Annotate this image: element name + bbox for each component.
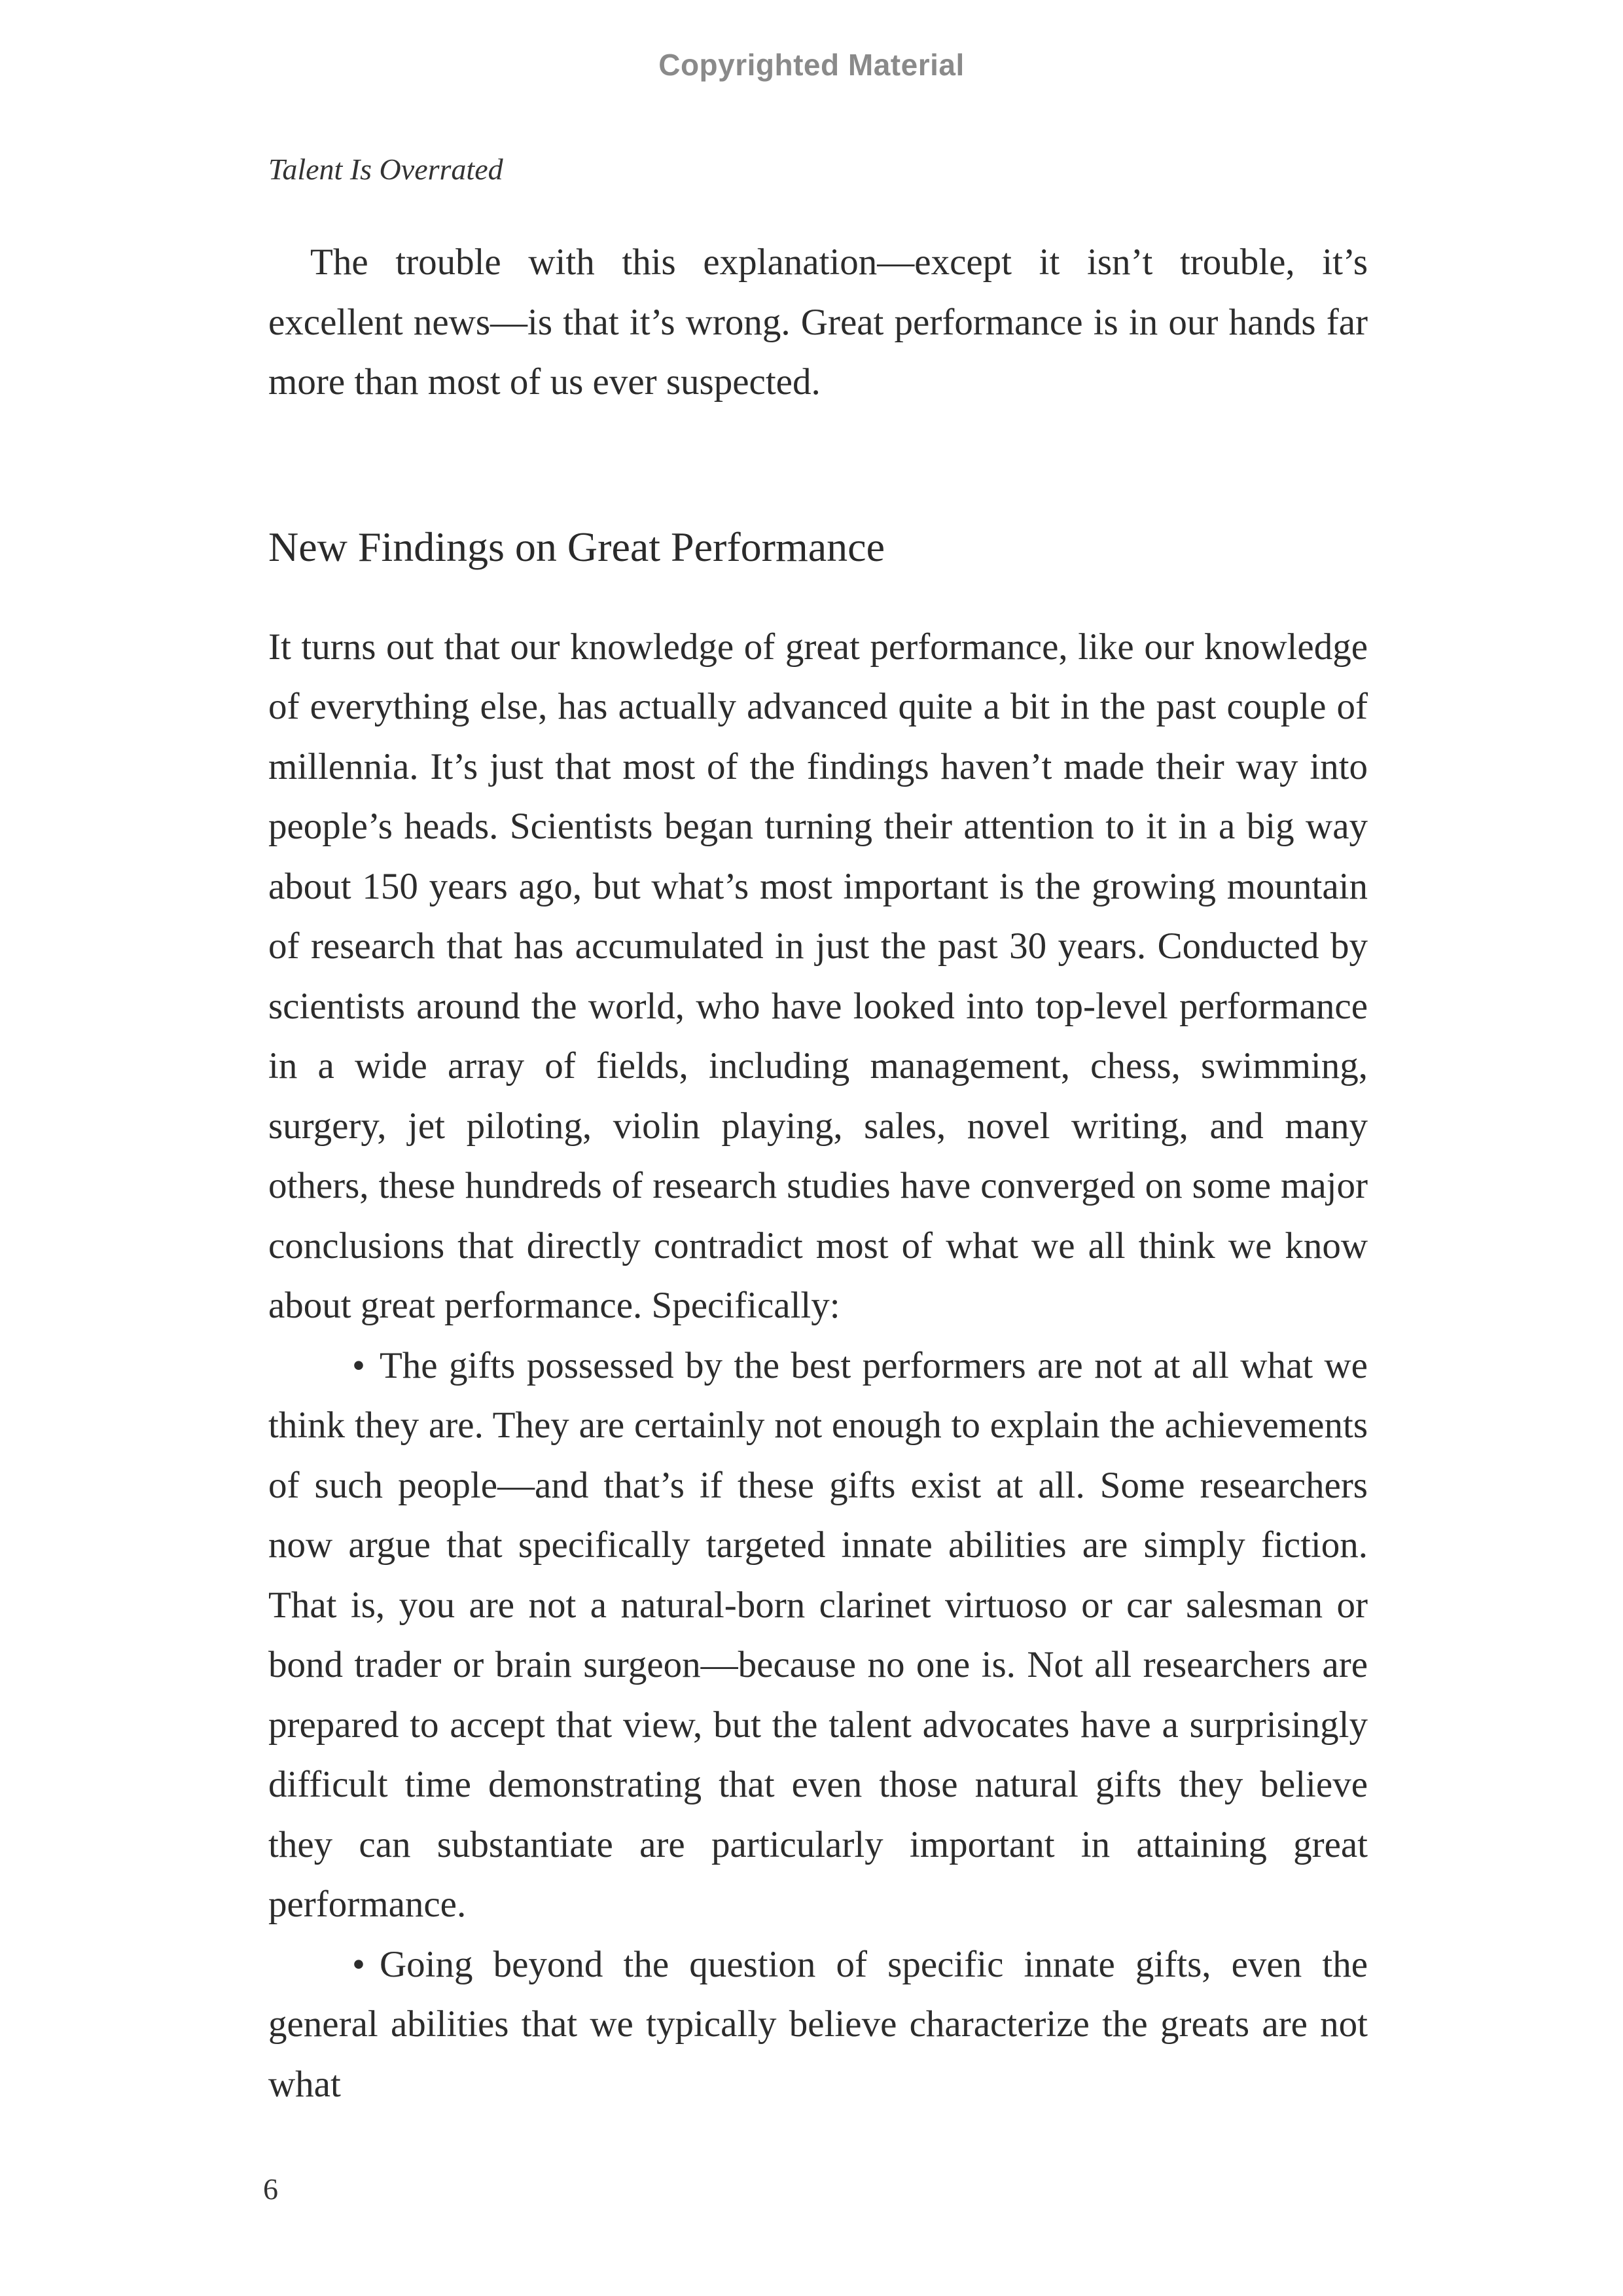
copyright-watermark: Copyrighted Material bbox=[658, 48, 965, 82]
bullet-text: Going beyond the question of specific innate gifts, even the general abilities that we typically believe characterize the greats are not what bbox=[268, 1943, 1368, 2105]
bullet-item bbox=[268, 1336, 1368, 1935]
bullet-item bbox=[268, 1935, 1368, 2115]
main-paragraph: It turns out that our knowledge of great performance, like our knowledge of everything else, has actually advanced quite a bit in the past couple of millennia. It’s just that most of the findings haven’t made their way into people’s heads. Scientists began turning their attention to it in a big way about 150 years ago, but what’s most important is the growing mountain of research that has accumulated in just the past 30 years. Conducted by scientists around the world, who have looked into top-level performance in a wide array of fields, including management, chess, swimming, surgery, jet piloting, violin playing, sales, novel writing, and many others, these hundreds of research studies have converged on some major conclusions that directly contradict most of what we all think we know about great performance. Specifically: bbox=[268, 626, 1368, 1326]
bullet-text: The gifts possessed by the best performers are not at all what we think they are. They are certainly not enough to explain the achievements of such people—and that’s if these gifts exist at all. Some researchers now argue that specifically targeted innate abilities are simply fiction. That is, you are not a natural-born clarinet virtuoso or car salesman or bond trader or brain surgeon—because no one is. Not all researchers are prepared to accept that view, but the talent advocates have a surprisingly difficult time demonstrating that even those natural gifts they believe they can substantiate are particularly important in attaining great performance. bbox=[268, 1344, 1368, 1925]
intro-paragraph: The trouble with this explanation—except it isn’t trouble, it’s excellent news—is that it’s wrong. Great performance is in our hands far more than most of us ever suspected. bbox=[268, 242, 1368, 403]
page-number: 6 bbox=[263, 2172, 278, 2206]
running-head: Talent Is Overrated bbox=[268, 152, 503, 186]
bullet-mark: • bbox=[352, 1943, 365, 1985]
bullet-mark: • bbox=[352, 1344, 365, 1386]
body-text bbox=[268, 232, 1368, 2114]
section-heading: New Findings on Great Performance bbox=[268, 523, 885, 570]
